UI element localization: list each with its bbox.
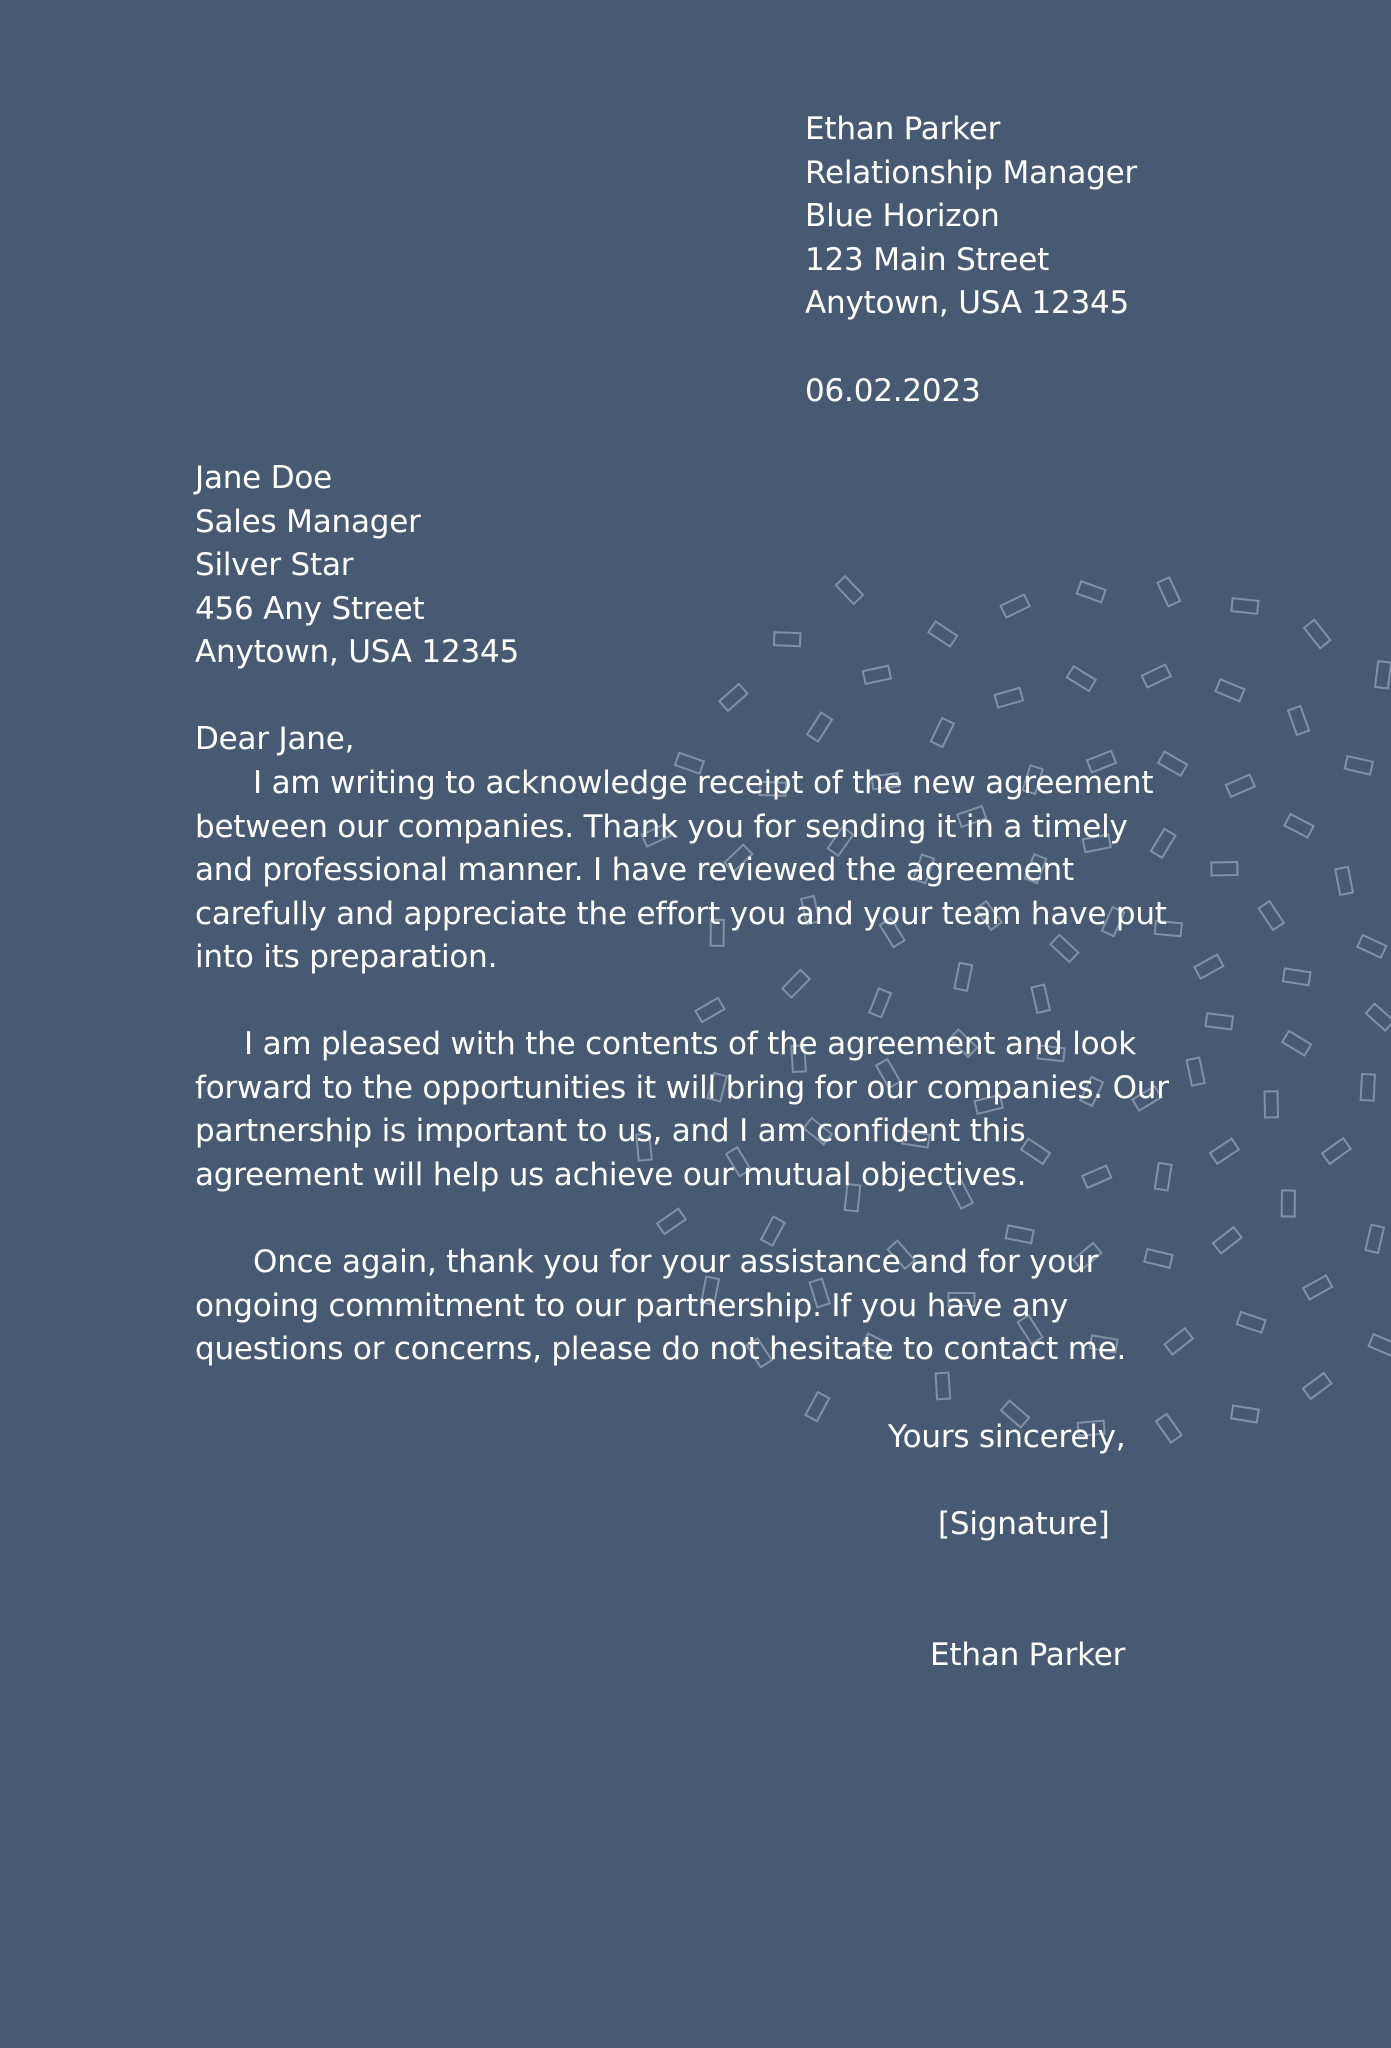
sender-name: Ethan Parker xyxy=(805,111,1001,147)
salutation-block xyxy=(195,718,354,762)
sender-title: Relationship Manager xyxy=(805,154,1138,191)
paragraph-line: between our companies. Thank you for sending it in a timely xyxy=(195,808,1128,845)
confetti-piece xyxy=(719,684,747,711)
sender-block xyxy=(805,108,1137,326)
confetti-piece xyxy=(1366,1004,1391,1031)
signer-name: Ethan Parker xyxy=(930,1637,1126,1673)
confetti-piece xyxy=(1210,1139,1239,1164)
confetti-piece xyxy=(863,666,891,684)
confetti-piece xyxy=(774,632,801,646)
confetti-piece xyxy=(1322,1138,1351,1164)
confetti-piece xyxy=(1282,1031,1311,1056)
confetti-piece xyxy=(1211,862,1237,876)
letter-date: 06.02.2023 xyxy=(805,373,981,409)
confetti-piece xyxy=(1303,1373,1332,1399)
confetti-piece xyxy=(931,718,954,747)
confetti-piece xyxy=(1231,1406,1259,1423)
confetti-piece xyxy=(1156,1414,1182,1443)
confetti-piece xyxy=(1284,814,1313,838)
confetti-piece xyxy=(1335,867,1353,895)
confetti-piece xyxy=(1304,620,1330,648)
body-paragraph-1 xyxy=(195,762,1195,980)
paragraph-line: I am pleased with the contents of the agreement and look xyxy=(244,1026,1136,1062)
confetti-piece xyxy=(1303,1275,1332,1299)
closing-phrase: Yours sincerely, xyxy=(888,1419,1126,1455)
confetti-piece xyxy=(657,1209,686,1234)
confetti-piece xyxy=(1259,901,1284,930)
confetti-piece xyxy=(936,1373,951,1400)
confetti-piece xyxy=(869,988,891,1017)
paragraph-line: questions or concerns, please do not hesitate to contact me. xyxy=(195,1331,1127,1368)
sender-city: Anytown, USA 12345 xyxy=(805,285,1130,322)
confetti-piece xyxy=(1361,1074,1375,1101)
body-paragraph-3 xyxy=(195,1241,1195,1372)
letter-date-block xyxy=(805,370,981,414)
signer-block xyxy=(930,1634,1125,1678)
paragraph-line: agreement will help us achieve our mutual objectives. xyxy=(195,1156,1027,1193)
confetti-piece xyxy=(1215,679,1244,701)
confetti-piece xyxy=(1283,968,1311,985)
paragraph-line: forward to the opportunities it will bring for our companies. Our xyxy=(195,1069,1169,1106)
paragraph-line: and professional manner. I have reviewed the agreement xyxy=(195,852,1074,889)
confetti-piece xyxy=(1077,581,1106,602)
confetti-piece xyxy=(1237,1312,1266,1333)
confetti-piece xyxy=(1345,756,1373,775)
paragraph-line: Once again, thank you for your assistance and for your xyxy=(253,1244,1099,1280)
paragraph-line: into its preparation. xyxy=(195,939,498,976)
confetti-piece xyxy=(1357,935,1386,958)
confetti-piece xyxy=(1369,1334,1391,1356)
salutation: Dear Jane, xyxy=(195,721,355,757)
confetti-piece xyxy=(1157,577,1180,606)
recipient-title: Sales Manager xyxy=(195,503,421,540)
recipient-name: Jane Doe xyxy=(195,460,333,496)
paragraph-line: carefully and appreciate the effort you and your team have put xyxy=(195,895,1167,932)
confetti-piece xyxy=(1067,666,1096,691)
body-paragraph-2 xyxy=(195,1023,1195,1197)
confetti-piece xyxy=(807,713,832,742)
confetti-piece xyxy=(1142,665,1171,688)
confetti-piece xyxy=(1031,985,1049,1013)
recipient-company: Silver Star xyxy=(195,547,354,584)
closing-block xyxy=(888,1416,1125,1460)
paragraph-line: I am writing to acknowledge receipt of the new agreement xyxy=(253,765,1154,801)
recipient-city: Anytown, USA 12345 xyxy=(195,634,520,671)
confetti-piece xyxy=(1265,1091,1279,1117)
signature-block xyxy=(938,1503,1110,1547)
confetti-piece xyxy=(1194,955,1223,979)
confetti-piece xyxy=(995,688,1024,708)
confetti-piece xyxy=(1001,594,1030,617)
paragraph-line: partnership is important to us, and I am confident this xyxy=(195,1113,1026,1150)
confetti-piece xyxy=(806,1392,830,1421)
confetti-piece xyxy=(695,998,724,1022)
confetti-piece xyxy=(1375,661,1391,688)
confetti-piece xyxy=(1213,1227,1242,1253)
sender-street: 123 Main Street xyxy=(805,241,1050,278)
confetti-piece xyxy=(1231,598,1258,614)
sender-company: Blue Horizon xyxy=(805,198,1000,235)
confetti-piece xyxy=(928,621,957,646)
recipient-street: 456 Any Street xyxy=(195,590,425,627)
confetti-piece xyxy=(1206,1013,1233,1029)
confetti-piece xyxy=(836,576,863,604)
confetti-piece xyxy=(1282,1190,1295,1216)
signature-placeholder: [Signature] xyxy=(938,1506,1110,1542)
recipient-block xyxy=(195,457,519,675)
confetti-piece xyxy=(1288,706,1309,735)
confetti-piece xyxy=(1226,775,1255,797)
paragraph-line: ongoing commitment to our partnership. If you have any xyxy=(195,1287,1069,1324)
confetti-piece xyxy=(1365,1225,1384,1253)
